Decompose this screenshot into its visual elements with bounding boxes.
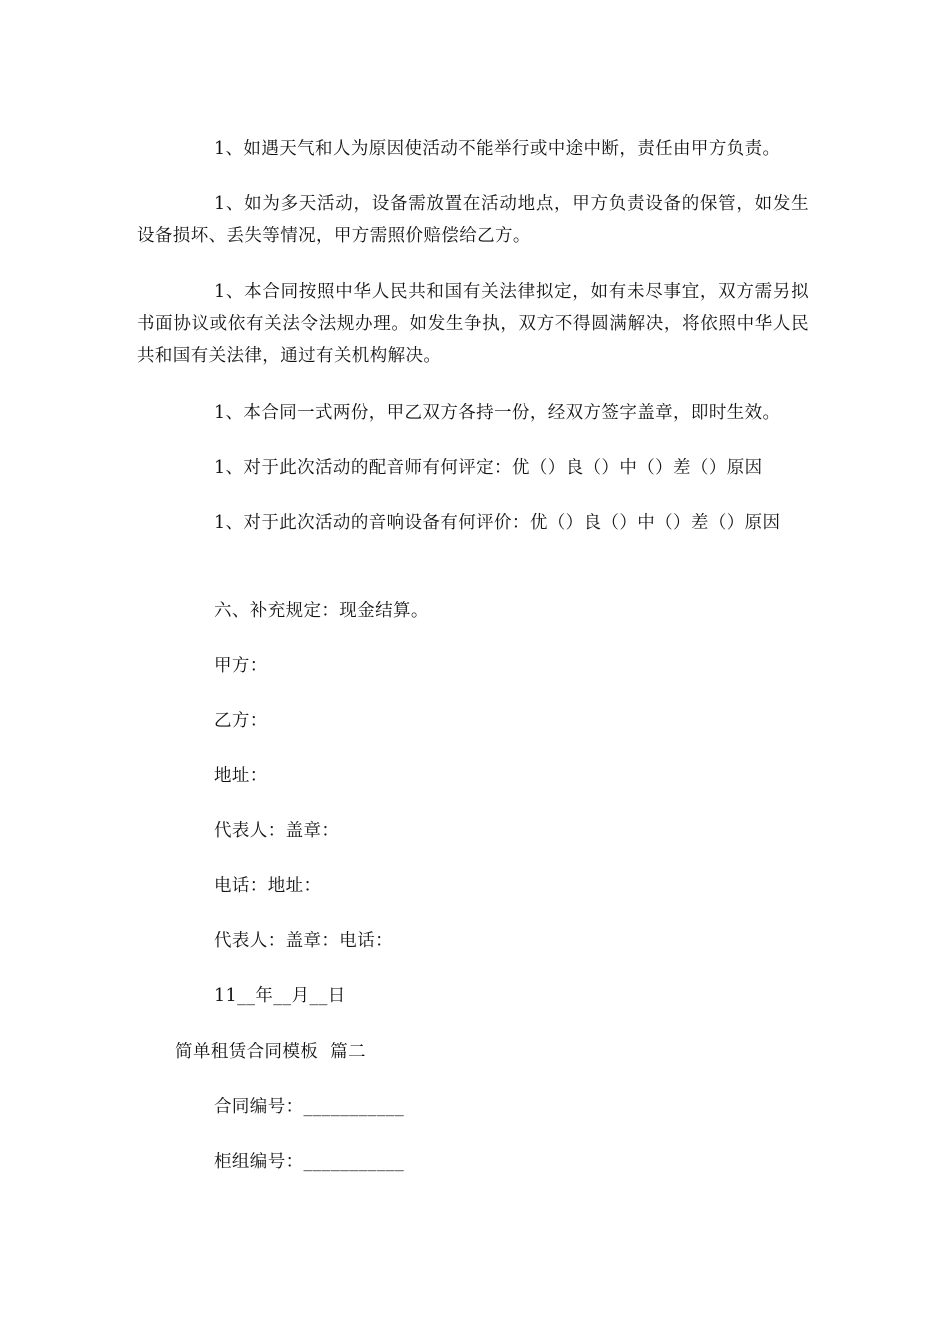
section-title: 简单租赁合同模板 篇二 <box>175 1042 366 1062</box>
party-a-label: 甲方： <box>214 656 268 676</box>
clause-copies-effect: 1、本合同一式两份，甲乙双方各持一份，经双方签字盖章，即时生效。 <box>214 403 781 423</box>
phone-address-label: 电话：地址： <box>214 876 322 896</box>
clause-governing-law: 1、本合同按照中华人民共和国有关法律拟定，如有未尽事宜，双方需另拟书面协议或依有关法令法规办理。如发生争执，双方不得圆满解决，将依照中华人民共和国有关法律，通过有关机构解决。 <box>137 282 809 366</box>
contract-number-field: 合同编号：___________ <box>214 1097 405 1117</box>
address-label: 地址： <box>214 766 268 786</box>
supplement-clause: 六、补充规定：现金结算。 <box>214 601 429 621</box>
counter-number-field: 柜组编号：___________ <box>214 1152 405 1172</box>
clause-weather-responsibility: 1、如遇天气和人为原因使活动不能举行或中途中断，责任由甲方负责。 <box>214 139 781 159</box>
clause-sound-equipment-rating: 1、对于此次活动的音响设备有何评价：优（）良（）中（）差（）原因 <box>214 513 781 533</box>
signing-date: 11__年__月__日 <box>214 986 346 1006</box>
clause-equipment-custody: 1、如为多天活动，设备需放置在活动地点，甲方负责设备的保管，如发生设备损坏、丢失等情况，甲方需照价赔偿给乙方。 <box>137 194 809 246</box>
representative-seal-label: 代表人：盖章： <box>214 821 340 841</box>
representative-seal-phone-label: 代表人：盖章：电话： <box>214 931 393 951</box>
clause-voice-actor-rating: 1、对于此次活动的配音师有何评定：优（）良（）中（）差（）原因 <box>214 458 763 478</box>
party-b-label: 乙方： <box>214 711 268 731</box>
